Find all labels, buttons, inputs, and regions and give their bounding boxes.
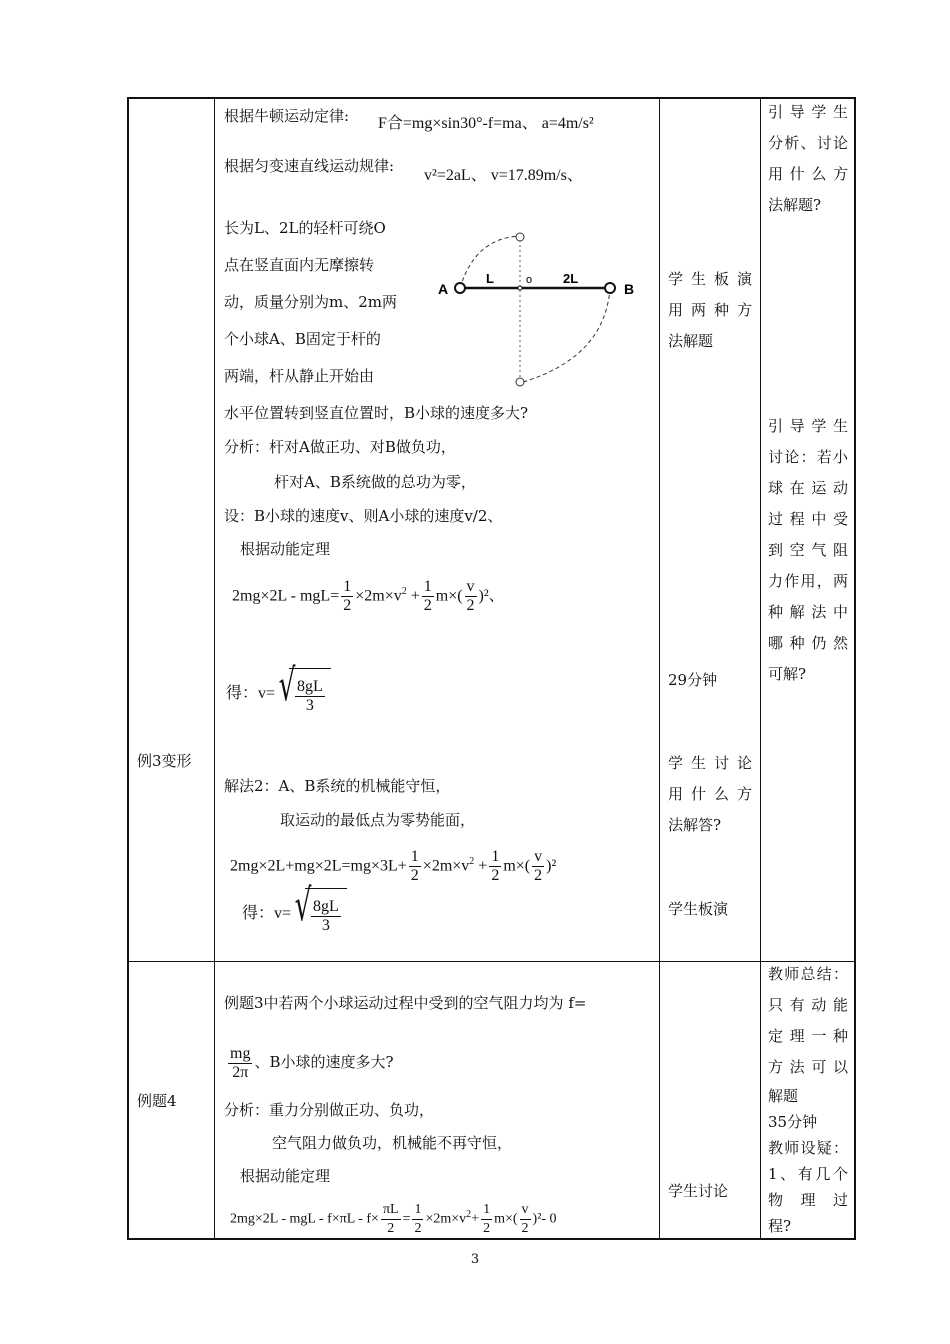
eq-part: 2 (466, 597, 475, 615)
solution2-line: 取运动的最低点为零势能面， (280, 811, 476, 829)
page-number: 3 (470, 1252, 480, 1267)
label-a: A (438, 281, 449, 297)
eq-part: m×( (435, 587, 463, 605)
problem-line: 动，质量分别为m、2m两 (224, 293, 397, 311)
guide-line: 程? (768, 1217, 792, 1235)
student-discuss: 学生讨论 (668, 1182, 729, 1200)
teacher-summary (768, 959, 848, 1083)
guide-line: 引导学生 (768, 417, 848, 435)
eq-part: 2 (534, 867, 543, 885)
analysis-line: 设：B小球的速度v、则A小球的速度v/2、 (224, 507, 503, 525)
guide-line: 到空气阻 (768, 541, 848, 559)
row-label-ex3-variant: 例3变形 (137, 752, 192, 770)
guide-line: 可解? (768, 665, 807, 683)
solution2-line: 解法2：A、B系统的机械能守恒， (224, 777, 451, 795)
activity-line: 用两种方 (668, 301, 752, 319)
eq-part: 2mg×2L+mg×2L=mg×3L+ (230, 857, 407, 875)
guide-line: 法解题? (768, 196, 822, 214)
eq-part: + (410, 587, 420, 605)
eq-part: πL (381, 1201, 401, 1220)
eq-part: 2 (343, 597, 352, 615)
activity-line: 学生板演 (668, 270, 752, 288)
eq-part: 1 (410, 848, 419, 866)
teacher-guide-1 (768, 97, 848, 221)
eq-part: 2 (414, 1220, 422, 1236)
kinematics-label: 根据匀变速直线运动规律: (224, 157, 395, 175)
guide-line: 只有动能 (768, 996, 848, 1014)
label-2l: 2L (563, 271, 579, 286)
eq-part: ×2m×v (425, 1211, 467, 1227)
problem-question: 水平位置转到竖直位置时，B小球的速度多大? (224, 404, 529, 422)
guide-line: 讨论：若小 (768, 448, 848, 466)
label-o: o (526, 274, 533, 286)
eq-part: 得：v= (242, 905, 292, 923)
eq-part: ×2m×v (422, 857, 470, 875)
ex4-analysis: 根据动能定理 (240, 1167, 331, 1185)
newton-formula: F合=mg×sin30°-f=ma、 a=4m/s² (378, 115, 594, 132)
row-label-ex4: 例题4 (137, 1092, 177, 1110)
analysis-line: 杆对A、B系统做的总功为零， (274, 473, 476, 491)
guide-line: 方法可以 (768, 1058, 848, 1076)
activity-line: 学生讨论 (668, 754, 752, 772)
ex4-analysis: 分析：重力分别做正功、负功， (224, 1101, 435, 1119)
result-1 (226, 668, 331, 721)
eq-part: 1 (343, 578, 352, 596)
guide-line: 力作用，两 (768, 572, 848, 590)
result-2 (242, 888, 347, 941)
eq-part: 2π (232, 1063, 249, 1081)
eq-part: 得：v= (226, 685, 276, 703)
eq-part: m×( (503, 857, 531, 875)
problem-line: 长为L、2L的轻杆可绕O (224, 219, 386, 237)
guide-line: 用什么方 (768, 165, 848, 183)
eq-part: 1 (423, 578, 432, 596)
guide-line: 教师总结： (768, 965, 848, 983)
activity-line: 用什么方 (668, 785, 752, 803)
analysis-line: 根据动能定理 (240, 540, 331, 558)
eq-part: m×( (494, 1211, 518, 1227)
eq-part: )²、 (478, 587, 505, 605)
eq-part: - 0 (541, 1211, 557, 1227)
time-29: 29分钟 (668, 671, 718, 689)
guide-line: 分析、讨论 (768, 134, 848, 152)
eq-part: v (466, 578, 475, 596)
activity-line: 法解答? (668, 816, 722, 834)
guide-line: 引导学生 (768, 103, 848, 121)
teacher-question (768, 1083, 848, 1239)
eq-part: v (534, 848, 543, 866)
energy-equation-2: 2mg×2L+mg×2L=mg×3L+ $\frac{1}{2}$ $\times 2m\times v^2$ + $\frac{1}{2}$ m×( $\frac{v}{2}$ )² (230, 848, 557, 885)
eq-part: 1 (491, 848, 500, 866)
eq-part: 、B小球的速度多大? (254, 1053, 394, 1071)
problem-line: 两端，杆从静止开始由 (224, 367, 375, 385)
eq-part: 2 (521, 1220, 529, 1236)
eq-part: 2 (387, 1220, 395, 1236)
column-divider (659, 99, 660, 1238)
eq-part: 2mg×2L - mgL= (232, 587, 340, 605)
analysis-line: 分析：杆对A做正功、对B做负功， (224, 438, 456, 456)
guide-line: 哪种仍然 (768, 634, 848, 652)
activity-line: 法解题 (668, 332, 714, 350)
ex4-question-tail (226, 1040, 394, 1085)
eq-part: 2 (491, 867, 500, 885)
problem-line: 点在竖直面内无摩擦转 (224, 256, 375, 274)
guide-line: 教师设疑： (768, 1139, 848, 1157)
student-activity-1 (668, 264, 752, 357)
problem-line: 个小球A、B固定于杆的 (224, 330, 381, 348)
energy-equation-1: 2mg×2L - mgL= $\frac{1}{2}$ $\times 2m\times v^2$ + $\frac{1}{2}$ m×( $\frac{v}{2}$ )²、 (232, 578, 505, 615)
label-b: B (624, 281, 635, 297)
eq-part: 2 (483, 1220, 491, 1236)
guide-line: 解题 (768, 1087, 799, 1105)
guide-line: 种解法中 (768, 603, 848, 621)
guide-line: 过程中受 (768, 510, 848, 528)
eq-part: √ 8gL (297, 677, 323, 695)
row-divider (129, 961, 854, 962)
eq-part: 2 (423, 597, 432, 615)
eq-part: 2mg×2L - mgL - f×πL - f× (230, 1211, 379, 1227)
eq-part: mg (230, 1044, 251, 1062)
eq-part: + (478, 857, 488, 875)
eq-part: ×2m×v (355, 587, 402, 605)
rod-diagram (430, 228, 650, 393)
guide-line: 球在运动 (768, 479, 848, 497)
student-board: 学生板演 (668, 900, 729, 918)
guide-line: 35分钟 (768, 1113, 818, 1131)
ex4-analysis: 空气阻力做负功，机械能不再守恒， (272, 1134, 513, 1152)
eq-part: )² (546, 857, 557, 875)
student-activity-2 (668, 748, 752, 841)
eq-part: + (471, 1211, 480, 1227)
guide-line: 1、有几个 (768, 1165, 848, 1183)
kinematics-formula: v²=2aL、 v=17.89m/s、 (424, 167, 583, 184)
eq-part: 1 (481, 1201, 492, 1220)
column-divider (760, 99, 761, 1238)
eq-part: 3 (321, 916, 330, 934)
ex4-question: 例题3中若两个小球运动过程中受到的空气阻力均为 f= (224, 994, 587, 1012)
newton-label: 根据牛顿运动定律: (224, 107, 350, 125)
eq-part: 3 (305, 696, 314, 714)
eq-part: √ 8gL (313, 897, 339, 915)
label-l: L (486, 271, 494, 286)
guide-line: 定理一种 (768, 1027, 848, 1045)
eq-part: 1 (412, 1201, 423, 1220)
column-divider (214, 99, 215, 1238)
eq-part: v (520, 1201, 531, 1220)
guide-line: 物理过 (768, 1191, 848, 1209)
energy-equation-3: 2mg×2L - mgL - f×πL - f× $\frac{\pi L}{2}$ = $\frac{1}{2}$ $\times 2m\times v^2+$ $\frac{1}{2}$ m×( $\frac{v}{2}$ )²- 0 (230, 1201, 557, 1236)
teacher-guide-2 (768, 411, 848, 690)
eq-part: 2 (410, 867, 419, 885)
